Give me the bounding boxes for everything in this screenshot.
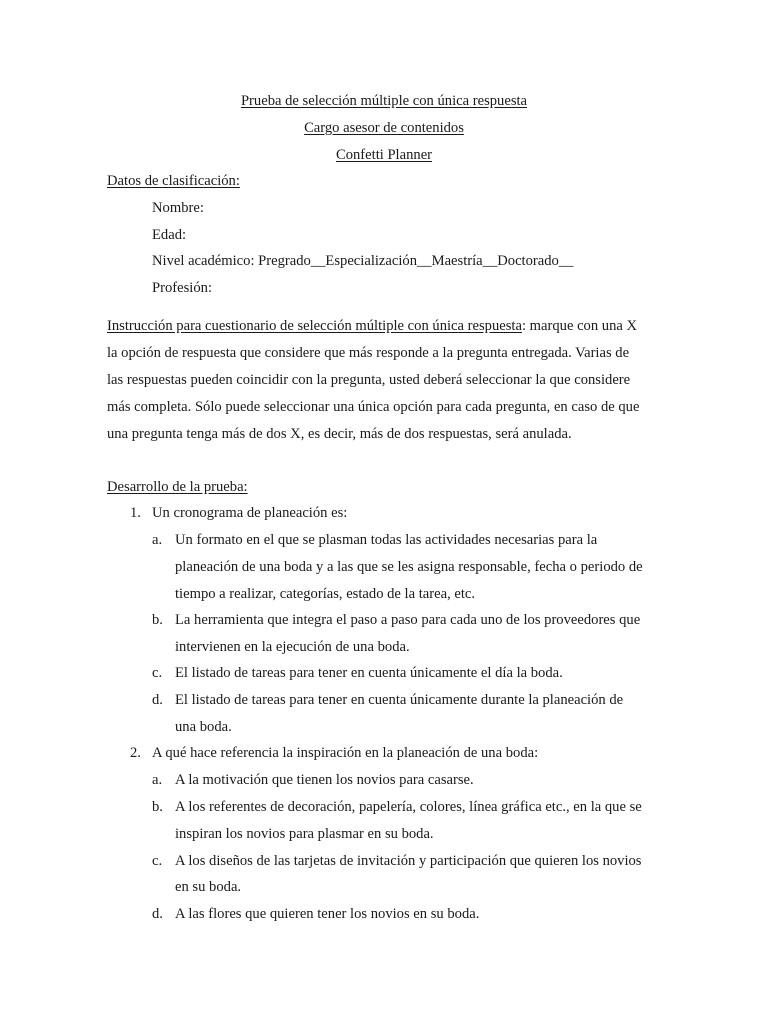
option-letter: c.: [152, 853, 163, 869]
position-text: Cargo asesor de contenidos: [304, 120, 464, 136]
option-text: La herramienta que integra el paso a paso para cada uno de los proveedores que: [175, 612, 641, 628]
instructions-heading: Instrucción para cuestionario de selección múltiple con única respuesta: [107, 318, 522, 334]
option-text: una boda.: [175, 719, 232, 735]
title-text: Prueba de selección múltiple con única respuesta: [240, 93, 528, 109]
position-heading: [0, 119, 768, 137]
instructions-line: la opción de respuesta que considere que más responde a la pregunta entregada. Varias de: [107, 345, 630, 361]
option-text: A los referentes de decoración, papelería, colores, línea gráfica etc., en la que se: [175, 799, 642, 815]
option-letter: a.: [152, 532, 163, 548]
name-field-label: Nombre:: [152, 200, 204, 216]
age-field-label: Edad:: [152, 227, 187, 243]
option-letter: b.: [152, 612, 163, 628]
instructions-first-line: [107, 317, 637, 335]
option-text: El listado de tareas para tener en cuenta únicamente durante la planeación de: [175, 692, 624, 708]
option-text: en su boda.: [175, 879, 242, 895]
instructions-line: más completa. Sólo puede seleccionar una única opción para cada pregunta, en caso de que: [107, 399, 640, 415]
option-text: A las flores que quieren tener los novios en su boda.: [175, 906, 480, 922]
option-letter: c.: [152, 665, 163, 681]
question-text: Un cronograma de planeación es:: [152, 505, 348, 521]
classification-heading: Datos de clasificación:: [107, 173, 240, 189]
company-heading: [0, 146, 768, 164]
option-text: tiempo a realizar, categorías, estado de la tarea, etc.: [175, 586, 476, 602]
question-number: 2.: [130, 745, 141, 761]
option-letter: d.: [152, 692, 163, 708]
option-text: planeación de una boda y a las que se les asigna responsable, fecha o periodo de: [175, 559, 643, 575]
option-text: A la motivación que tienen los novios para casarse.: [175, 772, 474, 788]
test-heading: Desarrollo de la prueba:: [107, 479, 248, 495]
academic-level-field: Nivel académico: Pregrado__Especialización__Maestría__Doctorado__: [152, 253, 574, 269]
profession-field-label: Profesión:: [152, 280, 212, 296]
option-text: intervienen en la ejecución de una boda.: [175, 639, 410, 655]
document-title: [0, 92, 768, 110]
option-text: El listado de tareas para tener en cuenta únicamente el día la boda.: [175, 665, 563, 681]
option-text: Un formato en el que se plasman todas las actividades necesarias para la: [175, 532, 598, 548]
question-text: A qué hace referencia la inspiración en la planeación de una boda:: [152, 745, 539, 761]
company-text: Confetti Planner: [335, 147, 433, 163]
option-letter: a.: [152, 772, 163, 788]
instructions-line: las respuestas pueden coincidir con la pregunta, usted deberá seleccionar la que considere: [107, 372, 631, 388]
instructions-text: : marque con una X: [521, 318, 638, 334]
option-letter: b.: [152, 799, 163, 815]
question-number: 1.: [130, 505, 141, 521]
option-letter: d.: [152, 906, 163, 922]
instructions-line: una pregunta tenga más de dos X, es decir, más de dos respuestas, será anulada.: [107, 426, 572, 442]
option-text: A los diseños de las tarjetas de invitación y participación que quieren los novios: [175, 853, 642, 869]
option-text: inspiran los novios para plasmar en su boda.: [175, 826, 434, 842]
